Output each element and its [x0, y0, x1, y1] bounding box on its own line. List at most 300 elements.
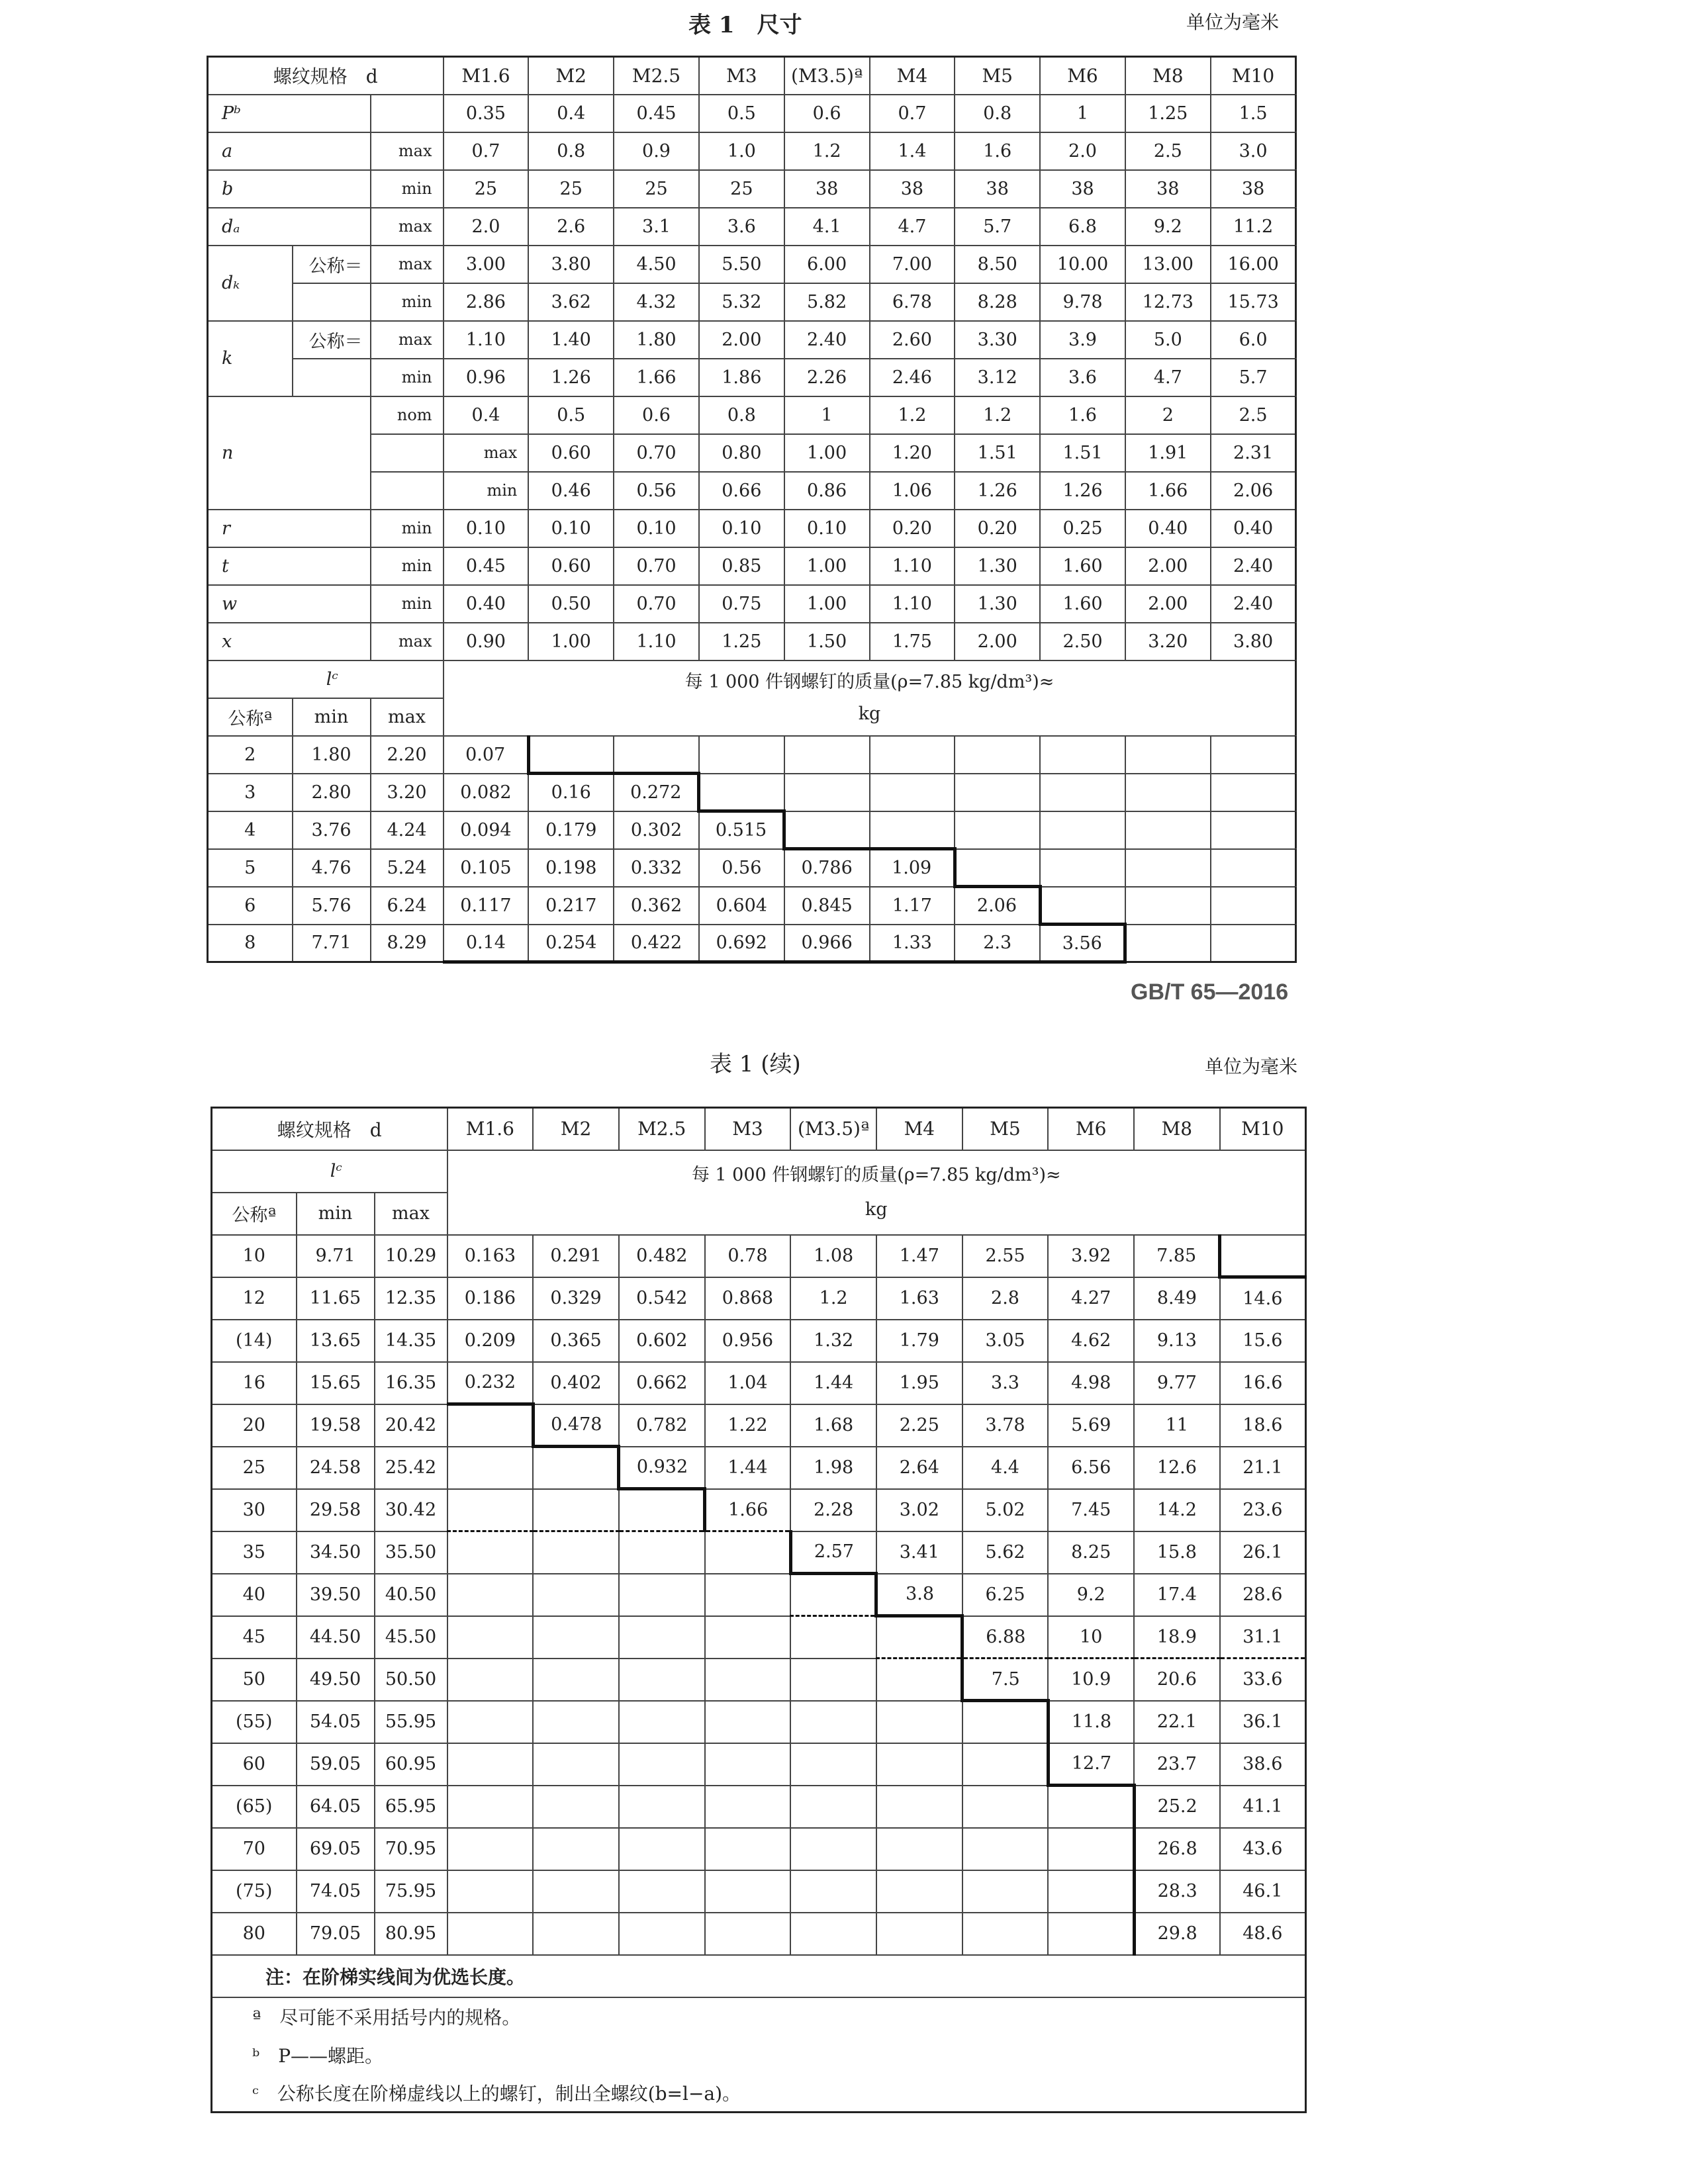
qualifier: min [371, 585, 444, 623]
length-cell: 45.50 [375, 1616, 447, 1659]
length-cell: 70.95 [375, 1828, 447, 1870]
mass-unit: kg [858, 703, 881, 724]
value-cell: 13.00 [1125, 246, 1211, 283]
mass-label: 每 1 000 件钢螺钉的质量(ρ=7.85 kg/dm³)≈ [691, 1164, 1061, 1185]
mass-table-continued [211, 1107, 1307, 2113]
length-cell: 44.50 [297, 1616, 375, 1659]
mass-cell: 1.33 [870, 925, 955, 962]
mass-cell [790, 1574, 876, 1616]
length-cell: 30.42 [375, 1489, 447, 1531]
value-cell: 0.85 [699, 547, 784, 585]
length-cell: 24.58 [297, 1447, 375, 1489]
mass-cell: 1.79 [876, 1320, 962, 1362]
value-cell: 9.78 [1040, 283, 1125, 321]
value-cell: 1.2 [870, 396, 955, 434]
mass-row [212, 1828, 1306, 1870]
mass-cell [876, 1828, 962, 1870]
length-cell: 5.76 [293, 887, 371, 925]
dimension-symbol: b [208, 170, 371, 208]
mass-cell [870, 774, 955, 811]
mass-row [212, 1701, 1306, 1743]
dimension-row [208, 208, 1296, 246]
value-cell: 10.00 [1040, 246, 1125, 283]
mass-cell: 2.06 [955, 887, 1040, 925]
size-header: M3 [705, 1108, 791, 1150]
value-cell: 2 [1125, 396, 1211, 434]
size-header: (M3.5)ª [784, 57, 870, 95]
mass-cell [1125, 736, 1211, 774]
empty-cell [371, 434, 444, 472]
length-cell: 15.65 [297, 1362, 375, 1404]
mass-cell: 16.6 [1220, 1362, 1306, 1404]
length-cell: 2.80 [293, 774, 371, 811]
value-cell: 1.10 [870, 585, 955, 623]
mass-cell: 4.98 [1048, 1362, 1134, 1404]
mass-row [212, 1870, 1306, 1913]
mass-cell: 2.3 [955, 925, 1040, 962]
value-cell: 9.2 [1125, 208, 1211, 246]
value-cell: 3.1 [614, 208, 699, 246]
length-cell: 13.65 [297, 1320, 375, 1362]
dimensions-table [207, 56, 1297, 964]
size-header: M2.5 [619, 1108, 705, 1150]
length-cell: 74.05 [297, 1870, 375, 1913]
value-cell: 2.86 [444, 283, 529, 321]
mass-cell [1048, 1786, 1134, 1828]
mass-cell [870, 736, 955, 774]
length-cell: 8.29 [371, 925, 444, 962]
length-cell: (14) [212, 1320, 297, 1362]
length-cell: 25 [212, 1447, 297, 1489]
table2-unit: 单位为毫米 [1205, 1056, 1298, 1077]
mass-cell: 15.8 [1134, 1531, 1220, 1574]
value-cell: 0.20 [870, 510, 955, 547]
mass-cell: 31.1 [1220, 1616, 1306, 1659]
value-cell: 0.7 [444, 132, 529, 170]
qualifier: max [444, 434, 529, 472]
mass-cell: 0.07 [444, 736, 529, 774]
mass-row [212, 1574, 1306, 1616]
value-cell: 16.00 [1211, 246, 1296, 283]
value-cell: 3.0 [1211, 132, 1296, 170]
mass-cell: 23.7 [1134, 1743, 1220, 1786]
mass-cell [533, 1616, 619, 1659]
value-cell: 0.8 [955, 95, 1040, 132]
value-cell: 3.20 [1125, 623, 1211, 660]
value-cell: 1.00 [784, 547, 870, 585]
dimension-symbol: n [208, 396, 371, 510]
mass-cell [962, 1786, 1049, 1828]
value-cell: 5.82 [784, 283, 870, 321]
value-cell: 8.50 [955, 246, 1040, 283]
nominal-label: 公称＝ [293, 246, 371, 283]
mass-cell: 12.6 [1134, 1447, 1220, 1489]
length-cell: 10 [212, 1235, 297, 1277]
length-cell: 40 [212, 1574, 297, 1616]
mass-cell [447, 1913, 534, 1955]
mass-cell [533, 1870, 619, 1913]
value-cell: 1 [784, 396, 870, 434]
mass-cell: 0.198 [528, 849, 614, 887]
value-cell: 2.31 [1211, 434, 1296, 472]
mass-cell [784, 811, 870, 849]
qualifier: min [371, 170, 444, 208]
value-cell: 3.9 [1040, 321, 1125, 359]
mass-cell: 0.56 [699, 849, 784, 887]
mass-cell: 2.57 [790, 1531, 876, 1574]
value-cell: 2.50 [1040, 623, 1125, 660]
mass-cell: 0.422 [614, 925, 699, 962]
length-cell: 3 [208, 774, 293, 811]
value-cell: 0.56 [614, 472, 699, 510]
value-cell: 0.20 [955, 510, 1040, 547]
mass-cell: 2.64 [876, 1447, 962, 1489]
mass-cell [790, 1786, 876, 1828]
length-cell: (75) [212, 1870, 297, 1913]
mass-cell: 7.85 [1134, 1235, 1220, 1277]
value-cell: 3.6 [699, 208, 784, 246]
value-cell: 1.80 [614, 321, 699, 359]
length-cell: 2 [208, 736, 293, 774]
mass-cell: 15.6 [1220, 1320, 1306, 1362]
mass-cell: 1.32 [790, 1320, 876, 1362]
length-header-row [212, 1150, 1306, 1193]
header-row [208, 57, 1296, 95]
mass-cell: 0.117 [444, 887, 529, 925]
length-cell: 12 [212, 1277, 297, 1320]
note-row [212, 1955, 1306, 1997]
length-cell: 5.24 [371, 849, 444, 887]
length-cell: 20.42 [375, 1404, 447, 1447]
length-cell: 50.50 [375, 1659, 447, 1701]
mass-cell [870, 811, 955, 849]
mass-cell [705, 1828, 791, 1870]
value-cell: 2.5 [1211, 396, 1296, 434]
mass-row [212, 1531, 1306, 1574]
mass-cell: 0.179 [528, 811, 614, 849]
value-cell: 0.6 [614, 396, 699, 434]
mass-cell: 0.966 [784, 925, 870, 962]
mass-cell [1040, 774, 1125, 811]
mass-cell: 0.329 [533, 1277, 619, 1320]
value-cell: 0.60 [528, 547, 614, 585]
mass-cell [619, 1574, 705, 1616]
mass-cell [962, 1870, 1049, 1913]
value-cell: 0.46 [528, 472, 614, 510]
mass-cell: 1.44 [790, 1362, 876, 1404]
value-cell: 1.26 [1040, 472, 1125, 510]
value-cell: 3.00 [444, 246, 529, 283]
value-cell: 5.0 [1125, 321, 1211, 359]
length-header-row [208, 660, 1296, 698]
mass-cell: 22.1 [1134, 1701, 1220, 1743]
length-cell: 29.58 [297, 1489, 375, 1531]
length-label: lᶜ [208, 660, 444, 698]
size-header: M10 [1211, 57, 1296, 95]
mass-cell: 23.6 [1220, 1489, 1306, 1531]
value-cell: 1.00 [528, 623, 614, 660]
mass-cell [876, 1743, 962, 1786]
length-cell: 35 [212, 1531, 297, 1574]
mass-cell: 1.95 [876, 1362, 962, 1404]
mass-cell: 18.9 [1134, 1616, 1220, 1659]
mass-cell: 0.868 [705, 1277, 791, 1320]
value-cell: 6.00 [784, 246, 870, 283]
mass-cell [1220, 1235, 1306, 1277]
mass-cell: 5.69 [1048, 1404, 1134, 1447]
length-cell: 55.95 [375, 1701, 447, 1743]
mass-cell: 0.302 [614, 811, 699, 849]
value-cell: 38 [1211, 170, 1296, 208]
mass-row [208, 925, 1296, 962]
mass-cell: 1.22 [705, 1404, 791, 1447]
mass-cell [619, 1701, 705, 1743]
value-cell: 38 [784, 170, 870, 208]
value-cell: 3.62 [528, 283, 614, 321]
mass-cell [614, 736, 699, 774]
size-header: M5 [962, 1108, 1049, 1150]
mass-cell: 38.6 [1220, 1743, 1306, 1786]
value-cell: 3.12 [955, 359, 1040, 396]
value-cell: 1.2 [955, 396, 1040, 434]
value-cell: 0.6 [784, 95, 870, 132]
value-cell: 1.26 [528, 359, 614, 396]
value-cell: 1.10 [870, 547, 955, 585]
mass-cell: 0.845 [784, 887, 870, 925]
length-cell: 80.95 [375, 1913, 447, 1955]
size-header: M8 [1134, 1108, 1220, 1150]
mass-cell: 3.41 [876, 1531, 962, 1574]
mass-cell: 21.1 [1220, 1447, 1306, 1489]
mass-cell: 0.515 [699, 811, 784, 849]
length-cell: 8 [208, 925, 293, 962]
value-cell: 1.60 [1040, 585, 1125, 623]
mass-cell: 26.1 [1220, 1531, 1306, 1574]
mass-cell: 12.7 [1048, 1743, 1134, 1786]
value-cell: 15.73 [1211, 283, 1296, 321]
table2-caption: 表 1 (续) [710, 1051, 801, 1077]
mass-cell [533, 1659, 619, 1701]
length-cell: 16.35 [375, 1362, 447, 1404]
length-cell: (65) [212, 1786, 297, 1828]
length-cell: 60.95 [375, 1743, 447, 1786]
mass-cell: 5.02 [962, 1489, 1049, 1531]
mass-cell [533, 1447, 619, 1489]
mass-cell: 3.78 [962, 1404, 1049, 1447]
value-cell: 25 [699, 170, 784, 208]
standard-id: GB/T 65—2016 [1131, 979, 1289, 1005]
mass-cell [876, 1616, 962, 1659]
qualifier: max [371, 132, 444, 170]
value-cell: 4.50 [614, 246, 699, 283]
mass-cell: 0.542 [619, 1277, 705, 1320]
dimension-row [208, 132, 1296, 170]
value-cell: 1.30 [955, 585, 1040, 623]
qualifier: min [371, 283, 444, 321]
mass-cell: 0.602 [619, 1320, 705, 1362]
mass-cell: 1.68 [790, 1404, 876, 1447]
length-column-header: max [371, 698, 444, 736]
value-cell: 2.06 [1211, 472, 1296, 510]
qualifier: max [371, 623, 444, 660]
length-cell: 4.24 [371, 811, 444, 849]
value-cell: 1.0 [699, 132, 784, 170]
mass-cell: 43.6 [1220, 1828, 1306, 1870]
length-cell: 6.24 [371, 887, 444, 925]
mass-cell [619, 1489, 705, 1531]
mass-cell [447, 1531, 534, 1574]
mass-cell [1125, 774, 1211, 811]
table1-unit: 单位为毫米 [1186, 11, 1280, 33]
empty-cell [371, 472, 444, 510]
mass-cell: 26.8 [1134, 1828, 1220, 1870]
mass-cell [1211, 925, 1296, 962]
mass-cell [705, 1701, 791, 1743]
thread-size-label: 螺纹规格 d [208, 57, 444, 95]
value-cell: 1.4 [870, 132, 955, 170]
qualifier: max [371, 246, 444, 283]
value-cell: 1.20 [870, 434, 955, 472]
mass-row [208, 774, 1296, 811]
value-cell: 1.00 [784, 434, 870, 472]
qualifier: nom [371, 396, 444, 434]
empty-cell [293, 283, 371, 321]
mass-cell: 0.692 [699, 925, 784, 962]
dimension-row [208, 396, 1296, 434]
value-cell: 1.30 [955, 547, 1040, 585]
value-cell: 1.51 [1040, 434, 1125, 472]
value-cell: 1.66 [1125, 472, 1211, 510]
value-cell: 1.00 [784, 585, 870, 623]
mass-cell: 0.082 [444, 774, 529, 811]
mass-cell: 0.365 [533, 1320, 619, 1362]
mass-cell: 14.2 [1134, 1489, 1220, 1531]
mass-cell: 9.77 [1134, 1362, 1220, 1404]
size-header: M4 [876, 1108, 962, 1150]
mass-cell: 4.62 [1048, 1320, 1134, 1362]
mass-cell: 0.932 [619, 1447, 705, 1489]
value-cell: 5.50 [699, 246, 784, 283]
value-cell: 1.86 [699, 359, 784, 396]
mass-header [444, 660, 1296, 736]
mass-cell [1211, 774, 1296, 811]
mass-cell: 0.956 [705, 1320, 791, 1362]
value-cell: 12.73 [1125, 283, 1211, 321]
size-header: M2.5 [614, 57, 699, 95]
mass-cell [447, 1447, 534, 1489]
mass-cell: 1.04 [705, 1362, 791, 1404]
mass-row [212, 1362, 1306, 1404]
mass-cell: 18.6 [1220, 1404, 1306, 1447]
value-cell: 8.28 [955, 283, 1040, 321]
mass-cell [1211, 849, 1296, 887]
value-cell: 0.10 [784, 510, 870, 547]
mass-cell [790, 1616, 876, 1659]
mass-cell [1040, 849, 1125, 887]
mass-cell: 0.604 [699, 887, 784, 925]
value-cell: 1.91 [1125, 434, 1211, 472]
mass-cell [447, 1404, 534, 1447]
mass-cell [705, 1659, 791, 1701]
mass-cell [447, 1489, 534, 1531]
value-cell: 0.40 [1125, 510, 1211, 547]
mass-cell: 6.25 [962, 1574, 1049, 1616]
mass-cell [790, 1701, 876, 1743]
mass-cell [533, 1489, 619, 1531]
value-cell: 6.78 [870, 283, 955, 321]
nominal-label: 公称＝ [293, 321, 371, 359]
length-cell: 59.05 [297, 1743, 375, 1786]
value-cell: 0.66 [699, 472, 784, 510]
value-cell: 0.35 [444, 95, 529, 132]
empty-cell [293, 359, 371, 396]
mass-cell: 46.1 [1220, 1870, 1306, 1913]
value-cell: 1.5 [1211, 95, 1296, 132]
mass-cell: 2.8 [962, 1277, 1049, 1320]
mass-cell [533, 1828, 619, 1870]
mass-cell: 0.482 [619, 1235, 705, 1277]
value-cell: 0.86 [784, 472, 870, 510]
footnote: ᵇ P——螺距。 [212, 2036, 1306, 2074]
value-cell: 1.06 [870, 472, 955, 510]
length-cell: 4 [208, 811, 293, 849]
mass-cell: 29.8 [1134, 1913, 1220, 1955]
mass-cell: 0.272 [614, 774, 699, 811]
value-cell: 0.96 [444, 359, 529, 396]
value-cell: 1.60 [1040, 547, 1125, 585]
value-cell: 1 [1040, 95, 1125, 132]
mass-cell [533, 1786, 619, 1828]
value-cell: 0.45 [444, 547, 529, 585]
length-cell: 11.65 [297, 1277, 375, 1320]
size-header: M6 [1040, 57, 1125, 95]
value-cell: 25 [614, 170, 699, 208]
value-cell: 1.51 [955, 434, 1040, 472]
mass-row [212, 1320, 1306, 1362]
length-cell: 4.76 [293, 849, 371, 887]
mass-cell: 6.56 [1048, 1447, 1134, 1489]
value-cell: 1.25 [699, 623, 784, 660]
mass-cell [619, 1531, 705, 1574]
size-header: (M3.5)ª [790, 1108, 876, 1150]
mass-cell [790, 1743, 876, 1786]
mass-cell: 0.186 [447, 1277, 534, 1320]
value-cell: 1.26 [955, 472, 1040, 510]
length-cell: 6 [208, 887, 293, 925]
value-cell: 0.40 [1211, 510, 1296, 547]
mass-row [208, 736, 1296, 774]
value-cell: 3.80 [1211, 623, 1296, 660]
mass-row [212, 1489, 1306, 1531]
value-cell: 2.00 [1125, 585, 1211, 623]
mass-cell: 2.28 [790, 1489, 876, 1531]
mass-cell [876, 1786, 962, 1828]
length-cell: 54.05 [297, 1701, 375, 1743]
mass-cell: 25.2 [1134, 1786, 1220, 1828]
value-cell: 1.2 [784, 132, 870, 170]
dimension-symbol: x [208, 623, 371, 660]
length-column-header: min [297, 1193, 375, 1235]
mass-cell: 9.13 [1134, 1320, 1220, 1362]
mass-cell [447, 1743, 534, 1786]
length-cell: 80 [212, 1913, 297, 1955]
mass-cell [790, 1870, 876, 1913]
value-cell: 2.40 [784, 321, 870, 359]
mass-cell: 10.9 [1048, 1659, 1134, 1701]
mass-cell [1211, 736, 1296, 774]
mass-cell: 1.17 [870, 887, 955, 925]
mass-row [208, 849, 1296, 887]
